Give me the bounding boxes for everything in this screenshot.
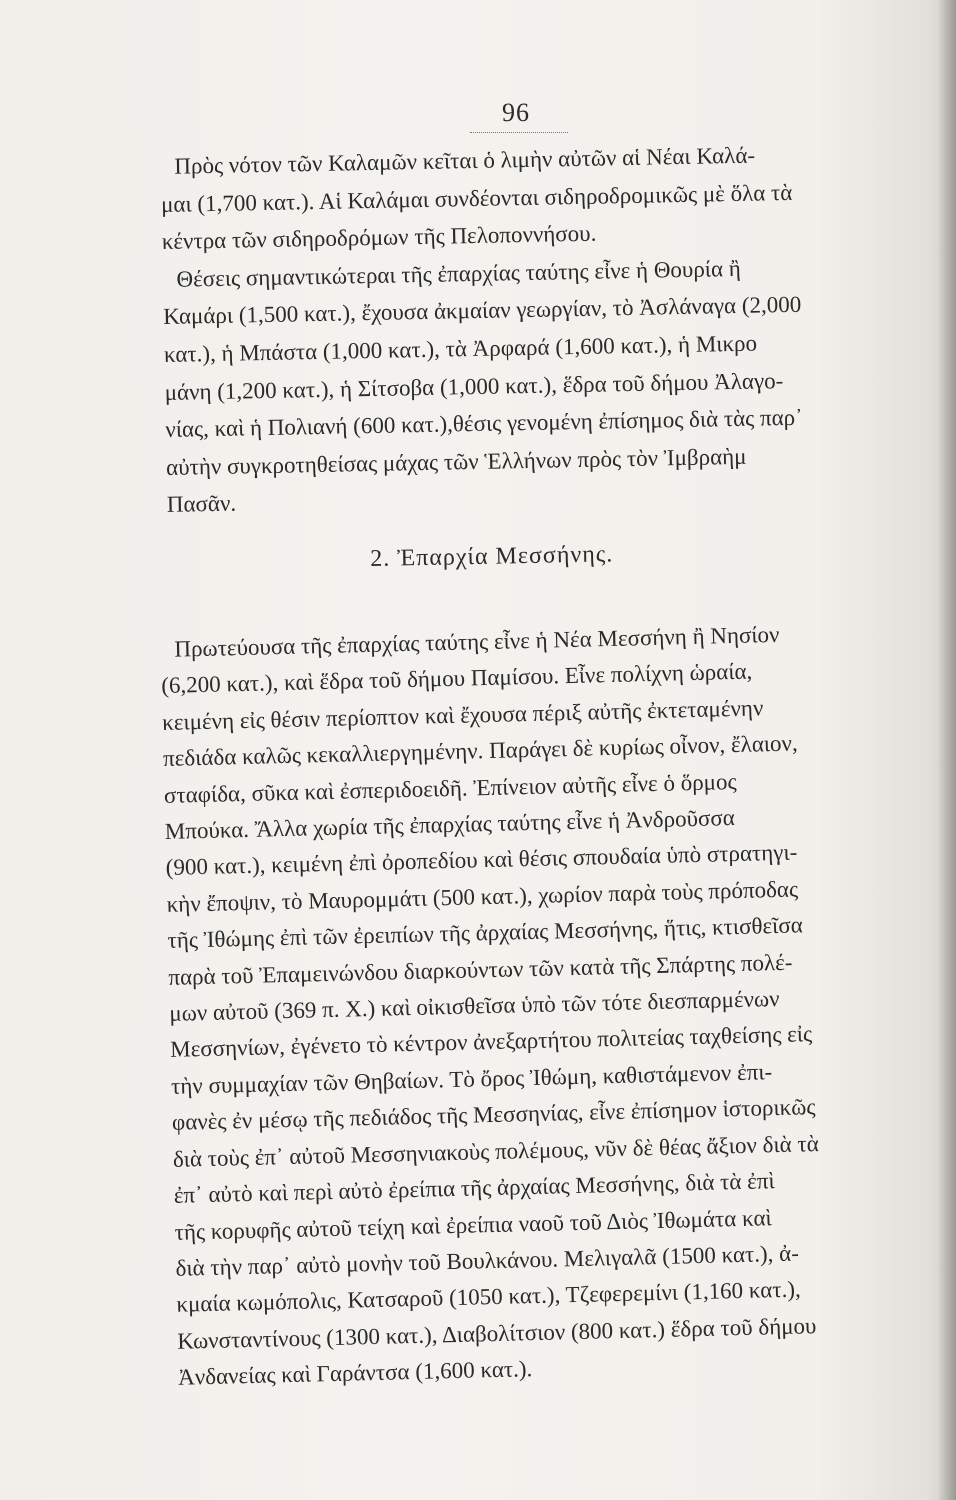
text-line: αὐτὴν συγκροτηθείσας μάχας τῶν Ἑλλήνων πρὸς τὸν Ἰμβραὴμ	[165, 443, 747, 480]
text-line: Πρὸς νότον τῶν Καλαμῶν κεῖται ὁ λιμὴν αὐτῶν αἱ Νέαι Καλά-	[174, 142, 756, 179]
paragraph-kalamai-port	[160, 134, 902, 261]
text-line: κέντρα τῶν σιδηροδρόμων τῆς Πελοποννήσου.	[161, 220, 597, 255]
text-line: κὴν ἔποψιν, τὸ Μαυρομμάτι (500 κατ.), χωρίον παρὰ τοὺς πρόποδας	[166, 876, 799, 917]
text-line: Καμάρι (1,500 κατ.), ἔχουσα ἀκμαίαν γεωργίαν, τὸ Ἀσλάναγα (2,000	[163, 292, 802, 330]
messini-section-body	[160, 614, 924, 1397]
text-line: (6,200 κατ.), καὶ ἕδρα τοῦ δήμου Παμίσου. Εἶνε πολίχνη ὡραία,	[161, 658, 753, 699]
text-line: (900 κατ.), κειμένη ἐπὶ ὀροπεδίου καὶ θέσις σπουδαία ὑπὸ στρατηγι-	[165, 839, 798, 881]
text-line: φανὲς ἐν μέσῳ τῆς πεδιάδος τῆς Μεσσηνίας, εἶνε ἐπίσημον ἱστορικῶς	[171, 1094, 816, 1136]
text-line: Ἀνδανείας καὶ Γαράντσα (1,600 κατ.).	[177, 1356, 533, 1390]
paragraph-messini	[160, 614, 924, 1397]
text-line: μαι (1,700 κατ.). Αἱ Καλάμαι συνδέονται σιδηροδρομικῶς μὲ ὅλα τὰ	[160, 179, 793, 217]
text-line: νίας, καὶ ἡ Πολιανή (600 κατ.),θέσις γενομένη ἐπίσημος διὰ τὰς παρ᾽	[165, 404, 804, 443]
text-line: κμαία κωμόπολις, Κατσαροῦ (1050 κατ.), Τζεφερεμίνι (1,160 κατ.),	[176, 1276, 802, 1318]
text-line: μάνη (1,200 κατ.), ἡ Σίτσοβα (1,000 κατ.), ἕδρα τοῦ δήμου Ἀλαγο-	[164, 367, 784, 405]
text-line: πεδιάδα καλῶς κεκαλλιεργημένην. Παράγει δὲ κυρίως οἶνον, ἔλαιον,	[162, 730, 798, 772]
text-line: Κωνσταντίνους (1300 κατ.), Διαβολίτσιον (800 κατ.) ἕδρα τοῦ δήμου	[177, 1312, 817, 1354]
page-number: 96	[502, 98, 530, 127]
paragraph-important-places	[162, 247, 907, 524]
text-line: ἐπ᾽ αὐτὸ καὶ περὶ αὐτὸ ἐρείπια τῆς ἀρχαίας Μεσσήνης, διὰ τὰ ἐπὶ	[173, 1168, 775, 1208]
text-line: τῆς κορυφῆς αὐτοῦ τείχη καὶ ἐρείπια ναοῦ τοῦ Διὸς Ἰθωμάτα καὶ	[174, 1204, 772, 1245]
text-line: τῆς Ἰθώμης ἐπὶ τῶν ἐρειπίων τῆς ἀρχαίας Μεσσήνης, ἥτις, κτισθεῖσα	[167, 912, 804, 954]
page-gutter-shadow	[938, 0, 956, 1500]
text-line: κατ.), ἡ Μπάστα (1,000 κατ.), τὰ Ἀρφαρά (1,600 κατ.), ἡ Μικρο	[163, 330, 758, 367]
text-line: Μπούκα. Ἄλλα χωρία τῆς ἐπαρχίας ταύτης εἶνε ἡ Ἀνδροῦσσα	[164, 805, 736, 844]
text-line: Πασᾶν.	[166, 490, 237, 518]
section-heading: 2. Ἐπαρχία Μεσσήνης.	[370, 541, 614, 572]
page-number-rule	[470, 132, 568, 133]
text-line: σταφίδα, σῦκα καὶ ἐσπεριδοειδῆ. Ἐπίνειον αὐτῆς εἶνε ὁ ὅρμος	[163, 768, 737, 808]
text-line: κειμένη εἰς θέσιν περίοπτον καὶ ἔχουσα πέριξ αὐτῆς ἐκτεταμένην	[161, 695, 764, 735]
text-line: μων αὐτοῦ (369 π. Χ.) καὶ οἰκισθεῖσα ὑπὸ τῶν τότε διεσπαρμένων	[169, 986, 780, 1026]
text-line: παρὰ τοῦ Ἐπαμεινώνδου διαρκούντων τῶν κατὰ τῆς Σπάρτης πολέ-	[168, 949, 793, 990]
text-line: διὰ τὴν παρ᾽ αὐτὸ μονὴν τοῦ Βουλκάνου. Μελιγαλᾶ (1500 κατ.), ἀ-	[175, 1240, 800, 1281]
text-line: Μεσσηνίων, ἐγένετο τὸ κέντρον ἀνεξαρτήτου πολιτείας ταχθείσης εἰς	[169, 1021, 813, 1063]
intro-paragraphs	[160, 134, 907, 524]
text-line: Πρωτεύουσα τῆς ἐπαρχίας ταύτης εἶνε ἡ Νέα Μεσσήνη ἢ Νησίον	[174, 621, 780, 662]
text-line: διὰ τοὺς ἐπ᾽ αὐτοῦ Μεσσηνιακοὺς πολέμους, νῦν δὲ θέας ἄξιον διὰ τὰ	[172, 1130, 819, 1172]
text-line: Θέσεις σημαντικώτεραι τῆς ἐπαρχίας ταύτης εἶνε ἡ Θουρία ἢ	[176, 255, 742, 292]
text-line: τὴν συμμαχίαν τῶν Θηβαίων. Τὸ ὄρος Ἰθώμη, καθιστάμενον ἐπι-	[170, 1059, 773, 1099]
